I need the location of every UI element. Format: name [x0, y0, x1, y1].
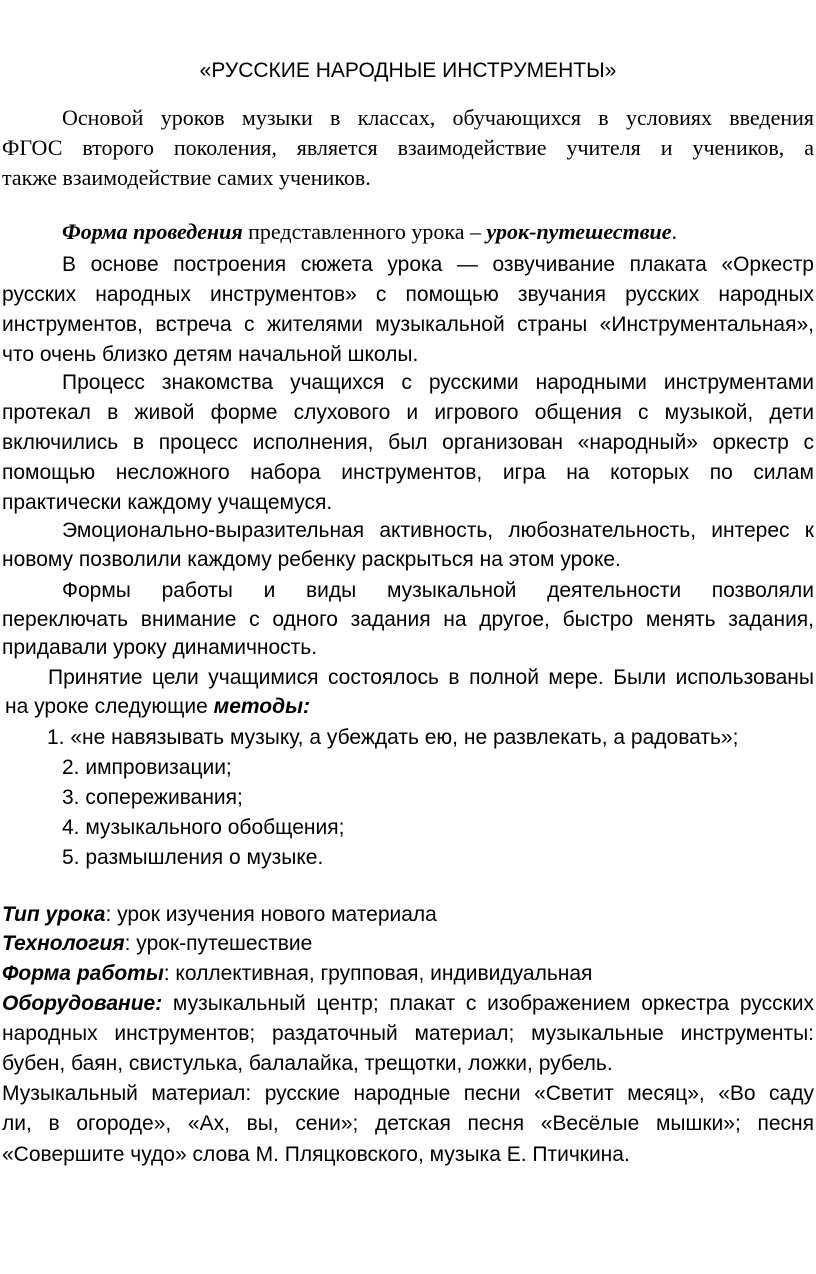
- paragraph-2-line-2: протекал в живой форме слухового и игрового общения с музыкой, дети: [2, 401, 814, 424]
- intro-line-2: ФГОС второго поколения, является взаимодействие учителя и учеников, а: [2, 135, 814, 160]
- paragraph-1-line-3: инструментов, встреча с жителями музыкальной страны «Инструментальная»,: [2, 313, 814, 336]
- equipment-line-3: бубен, баян, свистулька, балалайка, трещотки, ложки, рубель.: [2, 1052, 613, 1075]
- paragraph-2-line-4: помощью несложного набора инструментов, игра на которых по силам: [2, 461, 814, 484]
- paragraph-5-text: на уроке следующие: [5, 695, 214, 718]
- method-item-2: 2. импровизации;: [62, 756, 232, 779]
- equipment-text-1: музыкальный центр; плакат с изображением оркестра русских: [162, 992, 814, 1015]
- paragraph-3-line-2: новому позволили каждому ребенку раскрыться на этом уроке.: [2, 548, 621, 571]
- paragraph-5-line-2: [5, 693, 310, 721]
- lesson-form-text: представленного урока –: [242, 219, 487, 244]
- paragraph-3-line-1: Эмоционально-выразительная активность, любознательность, интерес к: [62, 519, 814, 542]
- music-material-line-1: Музыкальный материал: русские народные песни «Светит месяц», «Во саду: [2, 1082, 814, 1105]
- methods-label: методы:: [213, 695, 311, 718]
- music-material-line-2: ли, в огороде», «Ах, вы, сени»; детская песня «Весёлые мышки»; песня: [2, 1112, 814, 1135]
- equipment-label: Оборудование:: [2, 992, 163, 1015]
- paragraph-4-line-3: придавали уроку динамичность.: [2, 636, 318, 659]
- lesson-form-value: урок-путешествие: [486, 219, 672, 244]
- paragraph-4-line-2: переключать внимание с одного задания на другое, быстро менять задания,: [2, 608, 814, 631]
- work-form-label: Форма работы: [2, 962, 164, 985]
- page-title: «РУССКИЕ НАРОДНЫЕ ИНСТРУМЕНТЫ»: [199, 59, 617, 82]
- work-form-value: : коллективная, групповая, индивидуальная: [163, 962, 593, 985]
- intro-line-1: Основой уроков музыки в классах, обучающихся в условиях введения: [62, 105, 814, 130]
- equipment-line-2: народных инструментов; раздаточный материал; музыкальные инструменты:: [2, 1022, 814, 1045]
- technology-line: [2, 930, 312, 958]
- method-item-5: 5. размышления о музыке.: [62, 846, 324, 869]
- paragraph-2-line-1: Процесс знакомства учащихся с русскими народными инструментами: [62, 371, 814, 394]
- technology-value: : урок-путешествие: [124, 932, 313, 955]
- method-item-4: 4. музыкального обобщения;: [62, 816, 345, 839]
- method-item-3: 3. сопереживания;: [62, 786, 243, 809]
- intro-line-3: также взаимодействие самих учеников.: [2, 165, 371, 190]
- paragraph-1-line-4: что очень близко детям начальной школы.: [2, 343, 419, 366]
- lesson-form-end: .: [671, 219, 678, 244]
- paragraph-2-line-3: включились в процесс исполнения, был организован «народный» оркестр с: [2, 431, 814, 454]
- paragraph-2-line-5: практически каждому учащемуся.: [2, 491, 333, 514]
- lesson-type-line: [2, 901, 437, 929]
- lesson-type-value: : урок изучения нового материала: [105, 903, 437, 926]
- lesson-form-line: [62, 218, 677, 246]
- technology-label: Технология: [2, 932, 125, 955]
- paragraph-1-line-1: В основе построения сюжета урока — озвучивание плаката «Оркестр: [62, 253, 814, 276]
- lesson-type-label: Тип урока: [2, 903, 106, 926]
- method-item-1: 1. «не навязывать музыку, а убеждать ею, не развлекать, а радовать»;: [47, 726, 739, 749]
- paragraph-1-line-2: русских народных инструментов» с помощью звучания русских народных: [2, 283, 814, 306]
- lesson-form-label: Форма проведения: [62, 219, 243, 244]
- equipment-line-1: [2, 990, 814, 1019]
- work-form-line: [2, 960, 592, 988]
- paragraph-5-line-1: Принятие цели учащимися состоялось в полной мере. Были использованы: [48, 666, 814, 689]
- music-material-line-3: «Совершите чудо» слова М. Пляцковского, музыка Е. Птичкина.: [2, 1143, 630, 1166]
- paragraph-4-line-1: Формы работы и виды музыкальной деятельности позволяли: [62, 579, 814, 602]
